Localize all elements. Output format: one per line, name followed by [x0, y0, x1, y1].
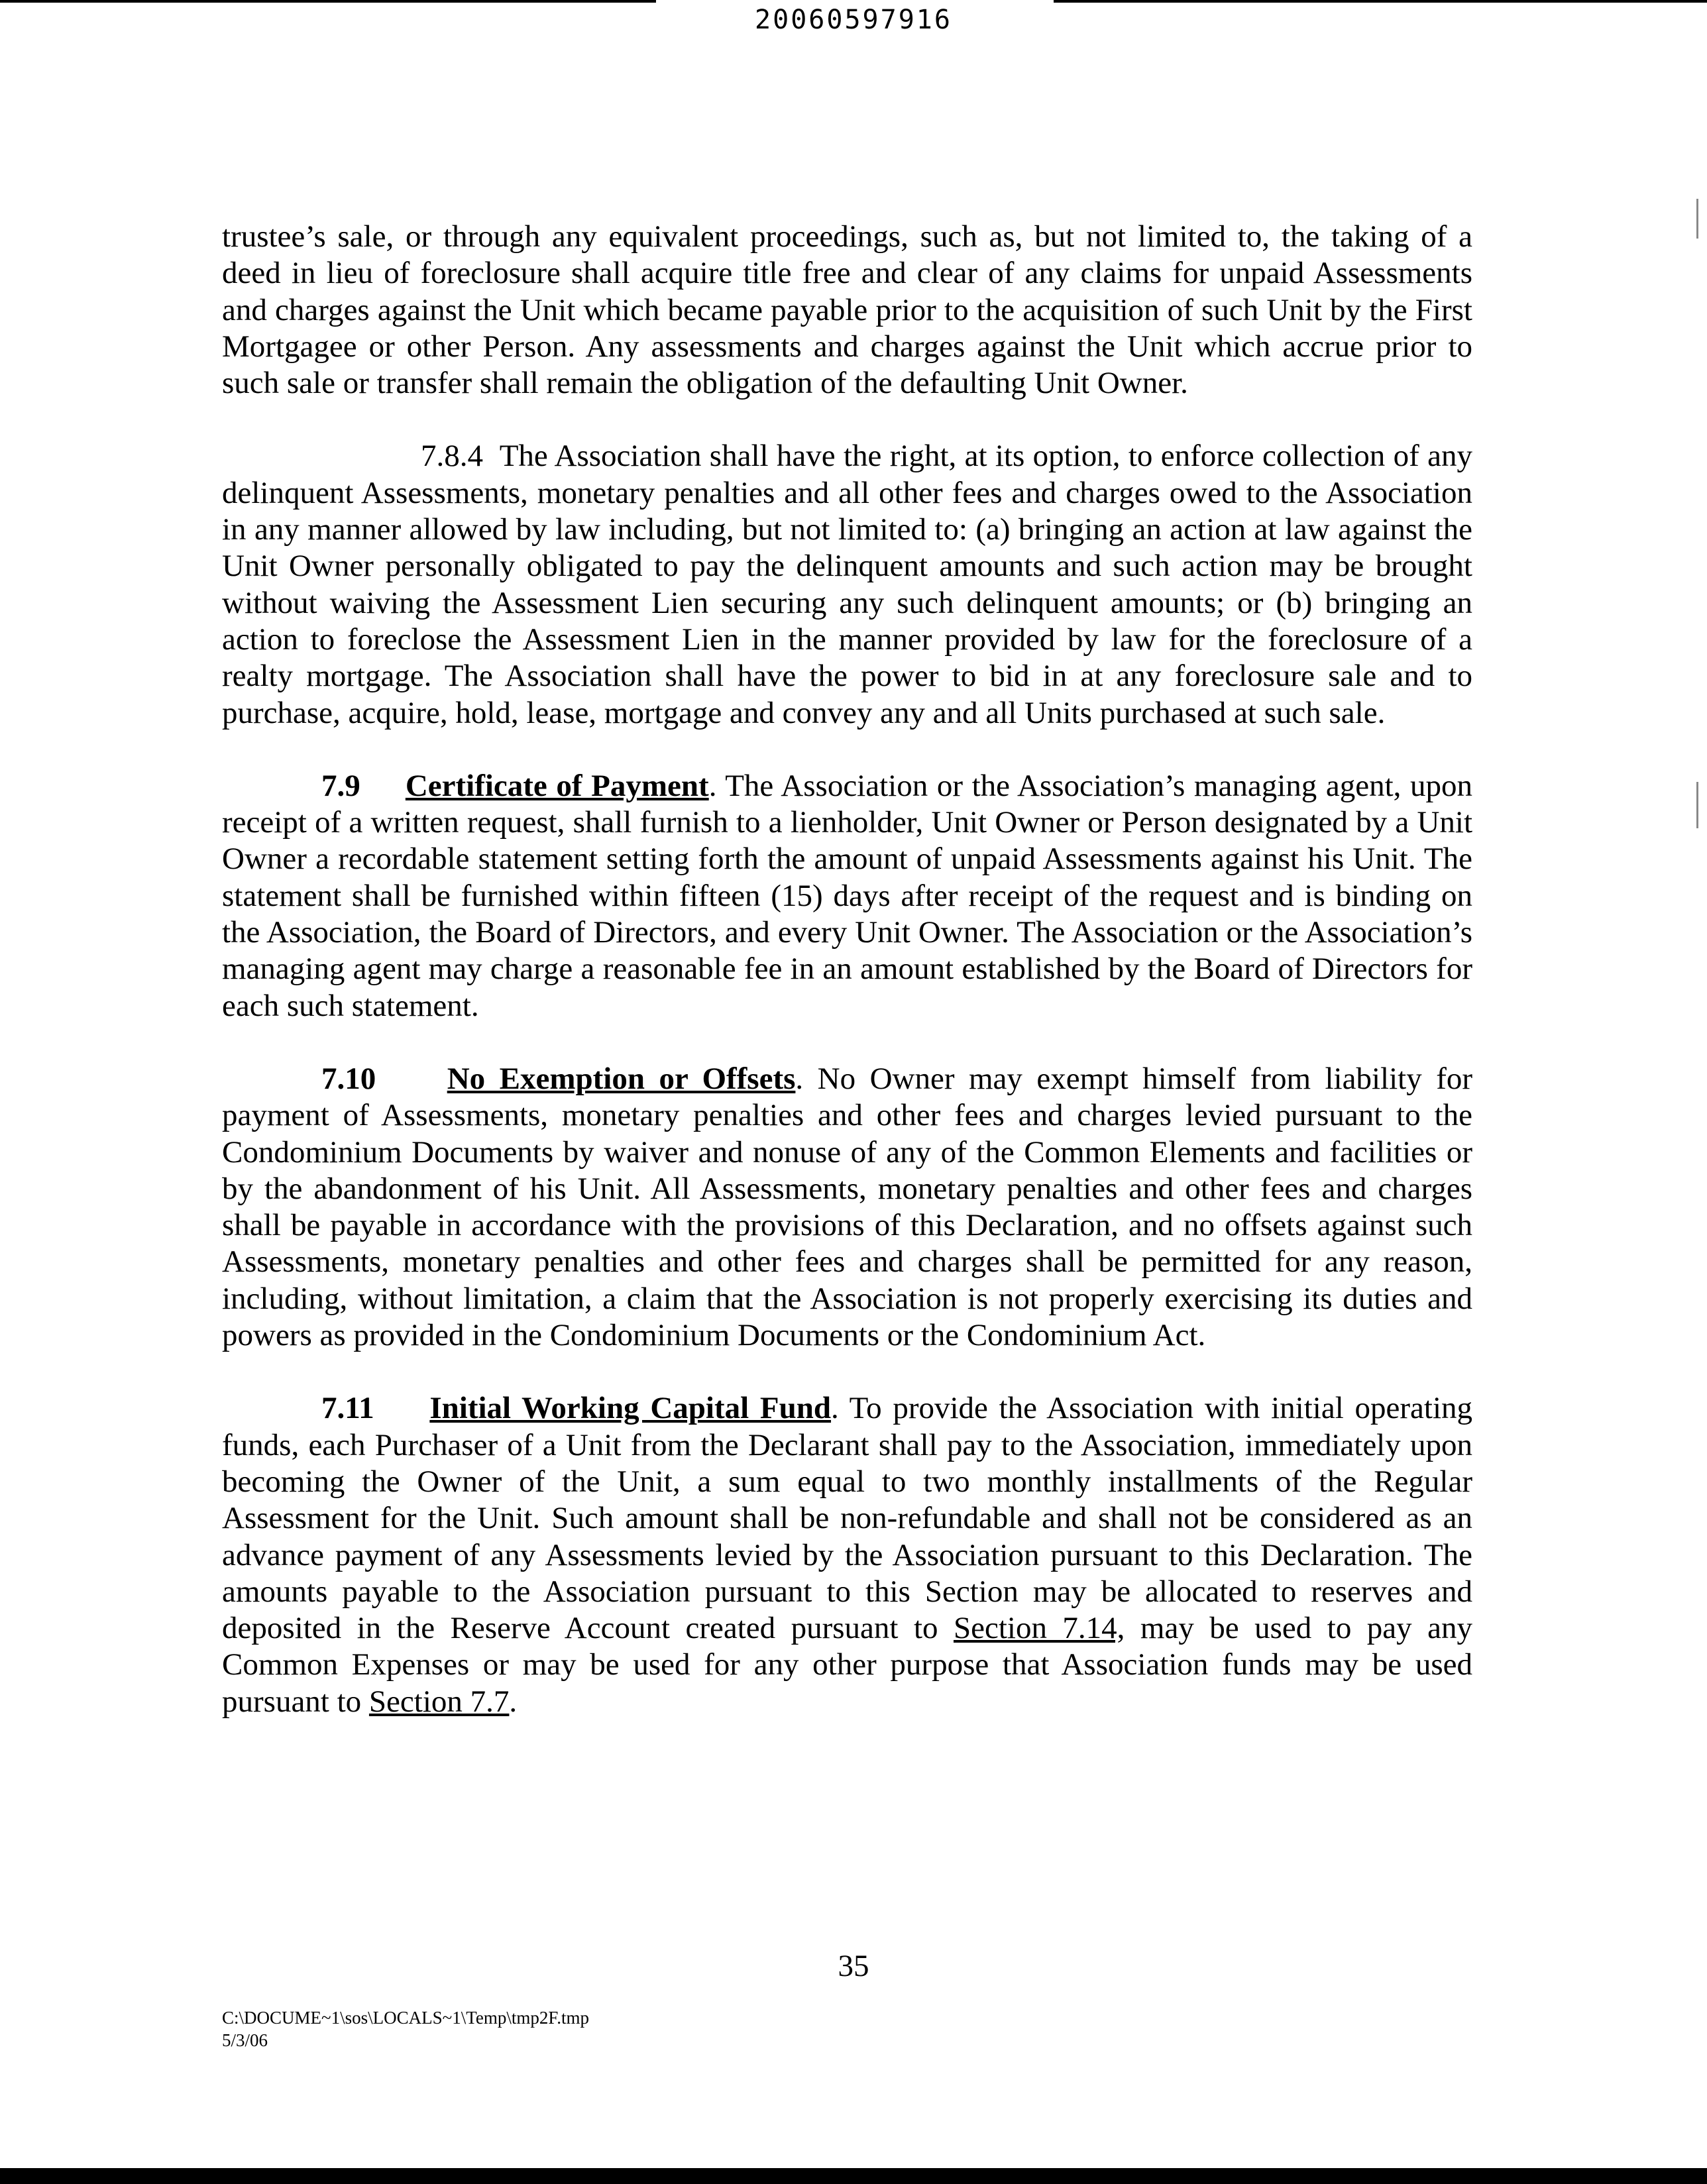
- section-reference-7-7: Section 7.7: [368, 1684, 510, 1719]
- paragraph-text: trustee’s sale, or through any equivalent proceedings, such as, but not limited to, the taking of a deed in lieu of foreclosure shall acquire title free and clear of any claims for unpaid Assessments and charges against the Unit which became payable prior to the acquisition of such Unit by the First Mortgagee or other Person. Any assessments and charges against the Unit which accrue prior to such sale or transfer shall remain the obligation of the defaulting Unit Owner.: [222, 219, 1472, 401]
- document-body: [222, 219, 1472, 1757]
- paragraph-text: may be used to pay any Common Expenses or may be used for any other purpose that Association funds may be used pursuant to: [222, 1611, 1472, 1719]
- section-number: 7.9: [321, 768, 360, 803]
- section-heading: Certificate of Payment: [405, 768, 709, 803]
- paragraph-text: . No Owner may exempt himself from liability for payment of Assessments, monetary penalties and other fees and charges levied pursuant to the Condominium Documents by waiver and nonuse of any of the Common Elements and facilities or by the abandonment of his Unit. All Assessments, monetary penalties and other fees and charges shall be payable in accordance with the provisions of this Declaration, and no offsets against such Assessments, monetary penalties and other fees and charges shall be permitted for any reason, including, without limitation, a claim that the Association is not properly exercising its duties and powers as provided in the Condominium Documents or the Condominium Act.: [222, 1061, 1472, 1353]
- paragraph-text: The Association shall have the right, at its option, to enforce collection of any delinquent Assessments, monetary penalties and all other fees and charges owed to the Association in any manner allowed by law including, but not limited to: (a) bringing an action at law against the Unit Owner personally obligated to pay the delinquent amounts and such action may be brought without waiving the Assessment Lien securing any such delinquent amounts; or (b) bringing an action to foreclose the Assessment Lien in the manner provided by law for the foreclosure of a realty mortgage. The Association shall have the power to bid in at any foreclosure sale and to purchase, acquire, hold, lease, mortgage and convey any and all Units purchased at such sale.: [222, 439, 1472, 730]
- footer-file-path: C:\DOCUME~1\sos\LOCALS~1\Temp\tmp2F.tmp: [222, 2008, 589, 2028]
- scan-artifact: [1696, 782, 1698, 828]
- paragraph-7-11: [222, 1390, 1472, 1720]
- page-number: 35: [838, 1949, 869, 1983]
- section-heading: No Exemption or Offsets: [447, 1061, 796, 1096]
- bottom-rule: [0, 2168, 1707, 2184]
- section-number: 7.11: [321, 1391, 374, 1426]
- paragraph-7-8-4: [222, 438, 1472, 731]
- section-heading: Initial Working Capital Fund: [429, 1391, 832, 1426]
- scan-artifact: [1696, 199, 1698, 239]
- section-number: 7.10: [321, 1061, 376, 1096]
- paragraph-continuation: [222, 219, 1472, 402]
- section-number: 7.8.4: [421, 439, 483, 474]
- paragraph-text: .: [509, 1684, 518, 1719]
- paragraph-7-9: [222, 768, 1472, 1024]
- section-reference-7-14: Section 7.14,: [953, 1611, 1125, 1646]
- paragraph-text: . The Association or the Association’s managing agent, upon receipt of a written request, shall furnish to a lienholder, Unit Owner or Person designated by a Unit Owner a recordable statement setting forth the amount of unpaid Assessments against his Unit. The statement shall be furnished within fifteen (15) days after receipt of the request and is binding on the Association, the Board of Directors, and every Unit Owner. The Association or the Association’s managing agent may charge a reasonable fee in an amount established by the Board of Directors for each such statement.: [222, 768, 1473, 1023]
- footer-date: 5/3/06: [222, 2030, 268, 2050]
- document-number: 20060597916: [755, 5, 952, 35]
- paragraph-text: . To provide the Association with initial operating funds, each Purchaser of a Unit from the Declarant shall pay to the Association, immediately upon becoming the Owner of the Unit, a sum equal to two monthly installments of the Regular Assessment for the Unit. Such amount shall be non-refundable and shall not be considered as an advance payment of any Assessments levied by the Association pursuant to this Declaration. The amounts payable to the Association pursuant to this Section may be allocated to reserves and deposited in the Reserve Account created pursuant to: [222, 1391, 1472, 1646]
- paragraph-7-10: [222, 1061, 1472, 1354]
